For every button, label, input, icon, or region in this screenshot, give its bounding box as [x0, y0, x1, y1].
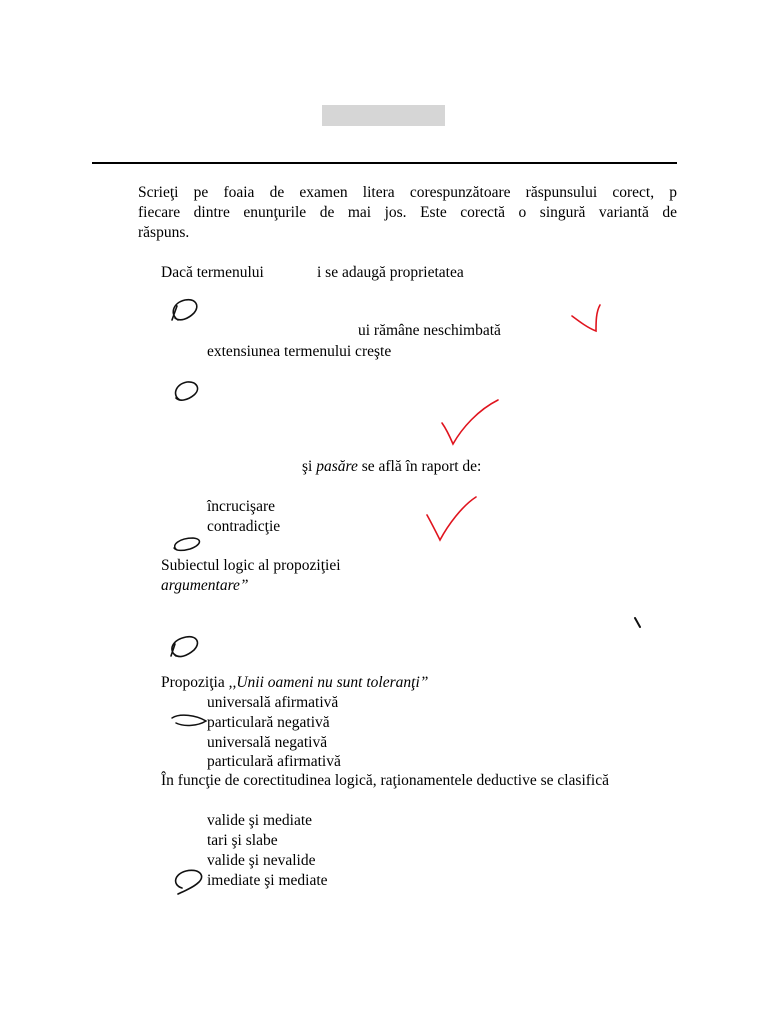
q1-prompt-a: Dacă termenului	[161, 264, 264, 281]
q4-option-3: universală negativă	[207, 734, 328, 751]
q5-option-4: imediate şi mediate	[207, 872, 328, 889]
q4-option-2: particulară negativă	[207, 714, 330, 731]
q4-option-4: particulară afirmativă	[207, 753, 341, 770]
check-mark-3	[427, 497, 476, 540]
q1-option-b: extensiunea termenului creşte	[207, 343, 392, 360]
q5-option-2: tari şi slabe	[207, 832, 278, 849]
q4-option-1: universală afirmativă	[207, 694, 339, 711]
q2-option-a: încrucişare	[207, 498, 275, 515]
q4-prompt	[161, 673, 428, 693]
q2-prompt-prefix: şi	[302, 458, 313, 475]
circle-mark-5	[172, 715, 206, 725]
redacted-header-bar	[322, 105, 445, 126]
q5-option-3: valide şi nevalide	[207, 852, 316, 869]
q4-prompt-italic: ,,Unii oameni nu sunt toleranţi”	[228, 674, 429, 691]
circle-mark-2	[176, 382, 198, 400]
instructions-line-1: Scrieţi pe foaia de examen litera corespunzătoare răspunsului corect, p	[138, 184, 677, 201]
pen-tick-mark	[635, 618, 640, 627]
circle-mark-1	[172, 300, 197, 320]
header-rule	[92, 162, 677, 164]
check-mark-2	[442, 400, 498, 444]
q4-prompt-plain: Propoziţia	[161, 674, 225, 691]
q1-option-a: ui rămâne neschimbată	[358, 322, 501, 339]
instructions-line-2: fiecare dintre enunţurile de mai jos. Este corectă o singură variantă de	[138, 204, 677, 221]
circle-mark-4	[171, 637, 197, 657]
circle-mark-3	[174, 538, 199, 550]
instructions-paragraph	[138, 183, 677, 243]
q5-prompt: În funcţie de corectitudinea logică, raţionamentele deductive se clasifică	[161, 772, 609, 789]
q3-prompt-line-2: argumentare”	[161, 577, 249, 594]
instructions-line-3: răspuns.	[138, 224, 190, 241]
q5-option-1: valide şi mediate	[207, 812, 313, 829]
q2-prompt-italic: pasăre	[316, 458, 358, 475]
q2-option-b: contradicţie	[207, 518, 281, 535]
check-mark-1	[572, 305, 600, 331]
q2-prompt-suffix: se află în raport de:	[361, 458, 482, 475]
q2-prompt	[302, 457, 481, 477]
q3-prompt-line-1: Subiectul logic al propoziţiei	[161, 557, 341, 574]
circle-mark-6	[176, 870, 202, 894]
q1-prompt-b: i se adaugă proprietatea	[317, 264, 464, 281]
